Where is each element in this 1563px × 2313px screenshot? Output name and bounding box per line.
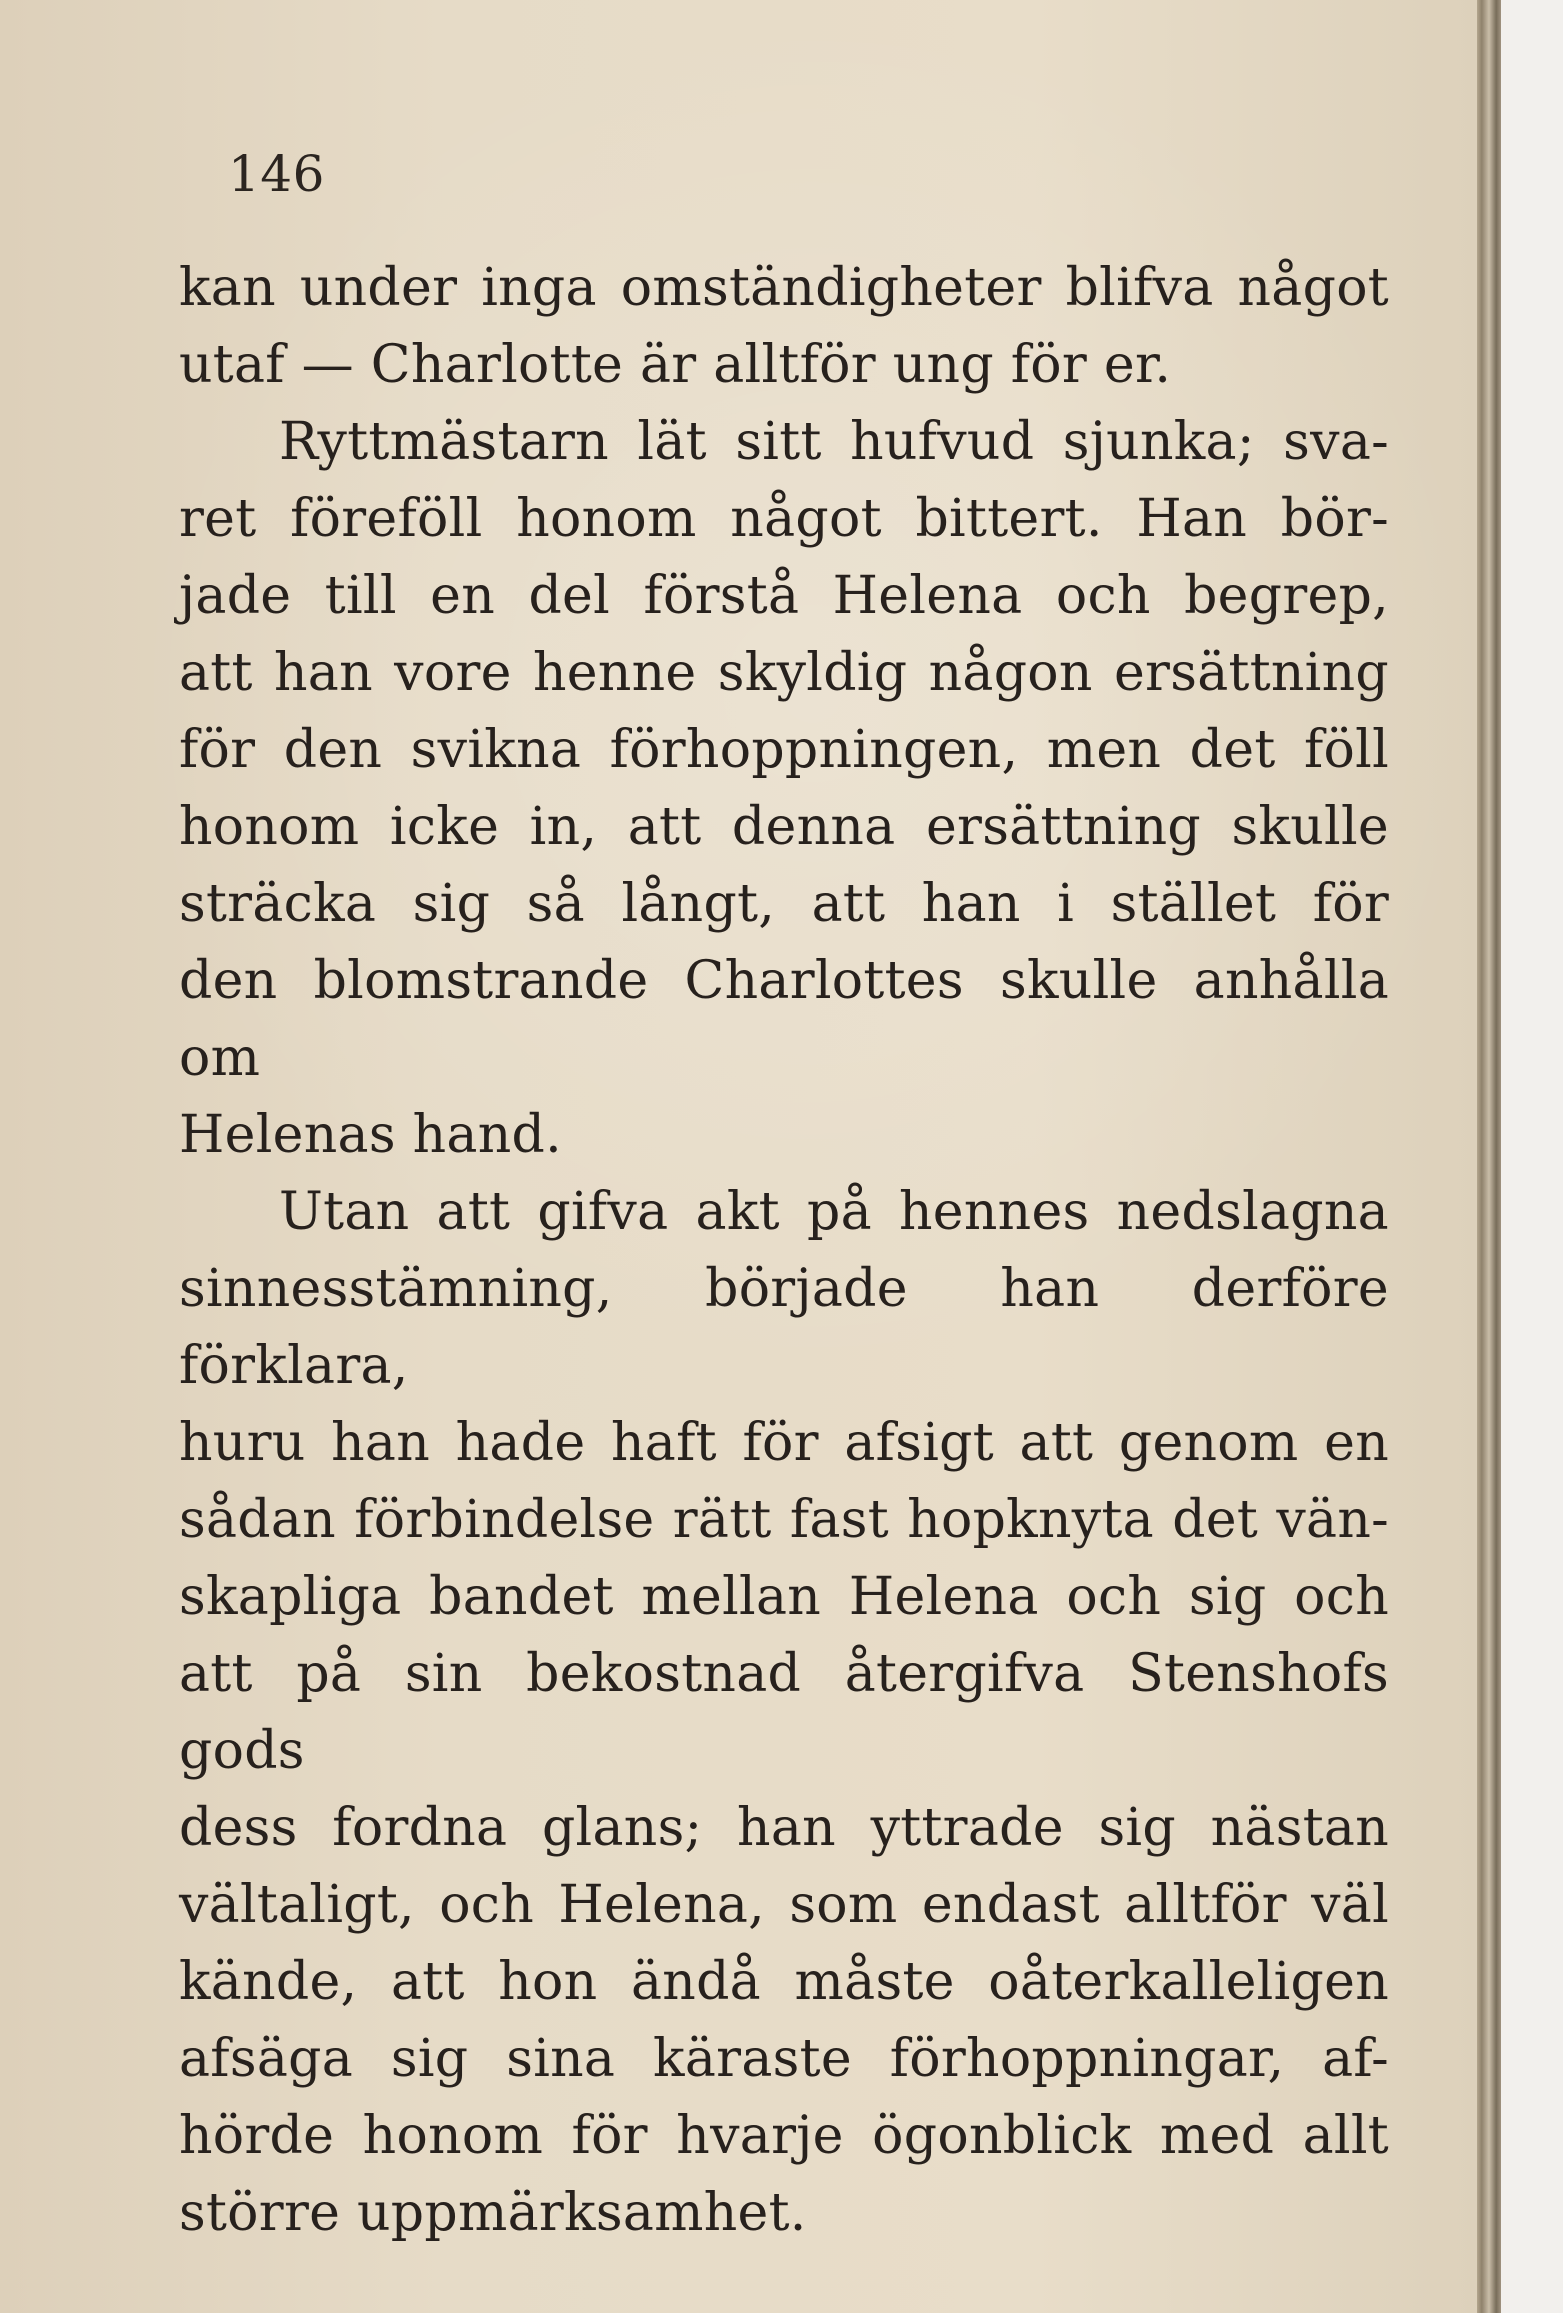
text-line: ret föreföll honom något bittert. Han bör- [179,489,1389,549]
text-line: större uppmärksamhet. [179,2183,807,2243]
text-line: dess fordna glans; han yttrade sig nästan [179,1798,1389,1858]
text-line: afsäga sig sina käraste förhoppningar, af- [179,2029,1389,2089]
text-line: att han vore henne skyldig någon ersättning [179,643,1389,703]
book-spine-edge [1477,0,1501,2313]
text-line: Helenas hand. [179,1105,562,1165]
text-line: kan under inga omständigheter blifva något [179,258,1389,318]
text-line: den blomstrande Charlottes skulle anhålla om [179,951,1389,1088]
text-line: skapliga bandet mellan Helena och sig och [179,1567,1389,1627]
text-line: huru han hade haft för afsigt att genom en [179,1413,1389,1473]
text-line: Ryttmästarn lät sitt hufvud sjunka; sva- [279,412,1389,472]
text-line: kände, att hon ändå måste oåterkalleligen [179,1952,1389,2012]
scan-background [1501,0,1563,2313]
text-line: hörde honom för hvarje ögonblick med allt [179,2106,1389,2166]
page-number: 146 [228,145,325,203]
text-line: utaf — Charlotte är alltför ung för er. [179,335,1172,395]
text-line: sinnesstämning, började han derföre förklara, [179,1259,1389,1396]
body-text [179,250,1389,2252]
text-line: jade till en del förstå Helena och begrep, [179,566,1389,626]
text-line: för den svikna förhoppningen, men det föll [179,720,1389,780]
text-line: Utan att gifva akt på hennes nedslagna [279,1182,1389,1242]
text-line: att på sin bekostnad återgifva Stenshofs gods [179,1644,1389,1781]
text-line: sträcka sig så långt, att han i stället för [179,874,1389,934]
text-line: vältaligt, och Helena, som endast alltför väl [179,1875,1389,1935]
text-line: sådan förbindelse rätt fast hopknyta det vän- [179,1490,1389,1550]
text-line: honom icke in, att denna ersättning skulle [179,797,1389,857]
